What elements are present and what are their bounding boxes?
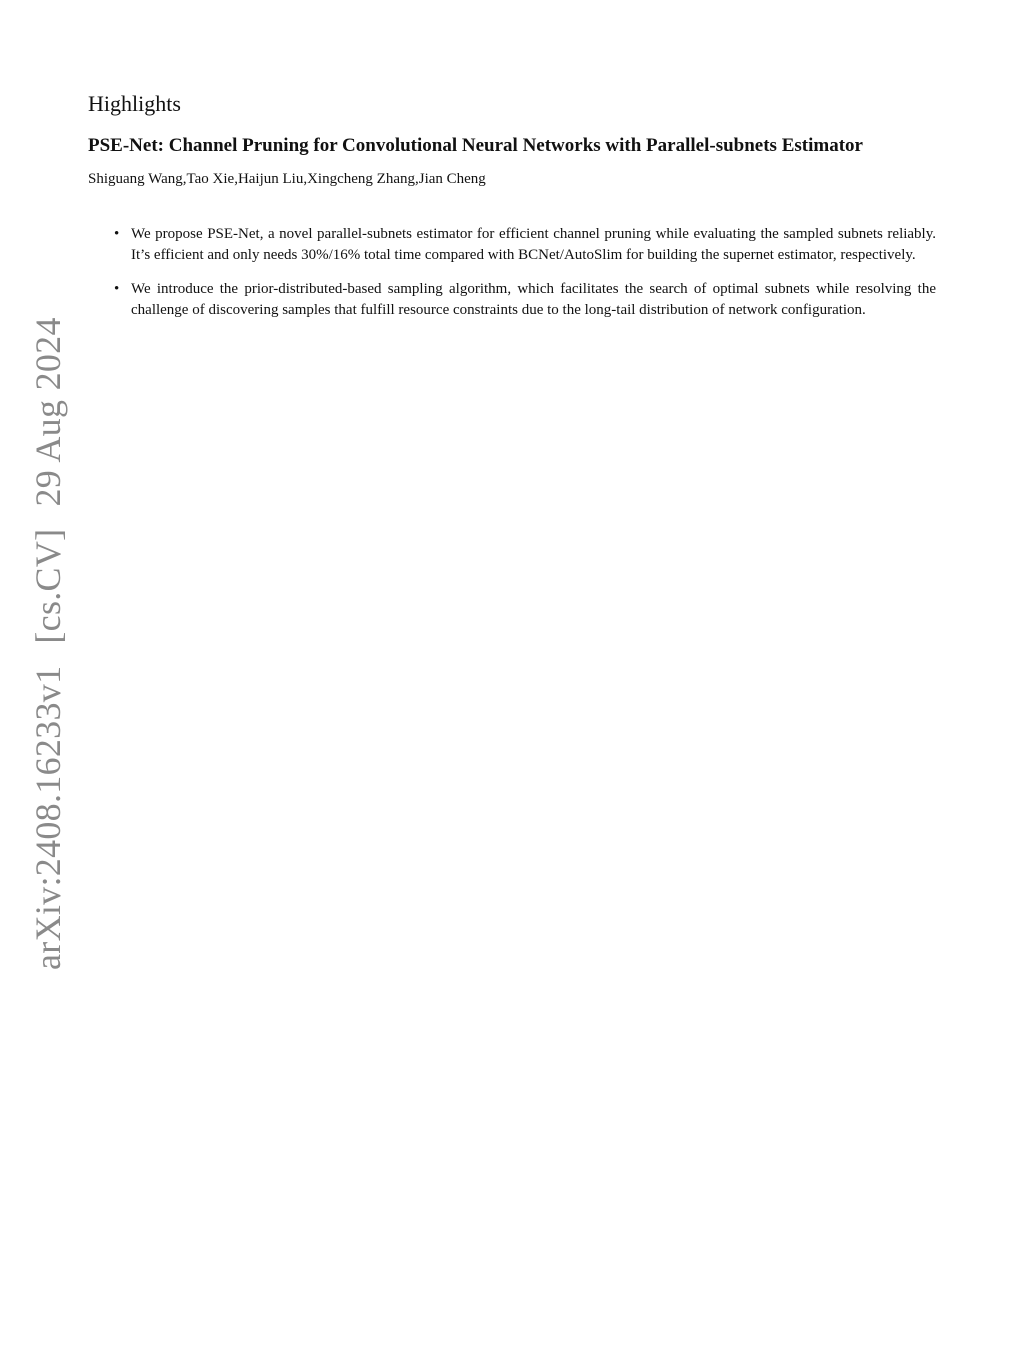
- arxiv-category: [cs.CV]: [28, 528, 68, 644]
- highlight-text-1: We propose PSE-Net, a novel parallel-subnets estimator for efficient channel pruning while evaluating the sampled subnets reliably. It’s efficient and only needs 30%/16% total time compared with BCNet/AutoSlim for building the supernet estimator, respectively.: [131, 226, 936, 263]
- highlight-text-2: We introduce the prior-distributed-based sampling algorithm, which facilitates the search of optimal subnets while resolving the challenge of discovering samples that fulfill resource constraints due to the long-tail distribution of network configuration.: [131, 281, 936, 318]
- bullet-icon: •: [114, 226, 120, 242]
- highlight-item-2: [110, 279, 936, 320]
- paper-authors: Shiguang Wang,Tao Xie,Haijun Liu,Xingcheng Zhang,Jian Cheng: [88, 171, 486, 187]
- bullet-icon: •: [114, 281, 120, 297]
- arxiv-side-stamp: [28, 317, 68, 970]
- arxiv-identifier: arXiv:2408.16233v1: [28, 665, 68, 970]
- highlights-heading: Highlights: [88, 91, 181, 116]
- highlights-list: [110, 224, 936, 334]
- highlight-item-1: [110, 224, 936, 265]
- arxiv-date: 29 Aug 2024: [28, 317, 68, 507]
- paper-title: PSE-Net: Channel Pruning for Convolutional Neural Networks with Parallel-subnets Estimator: [88, 135, 863, 156]
